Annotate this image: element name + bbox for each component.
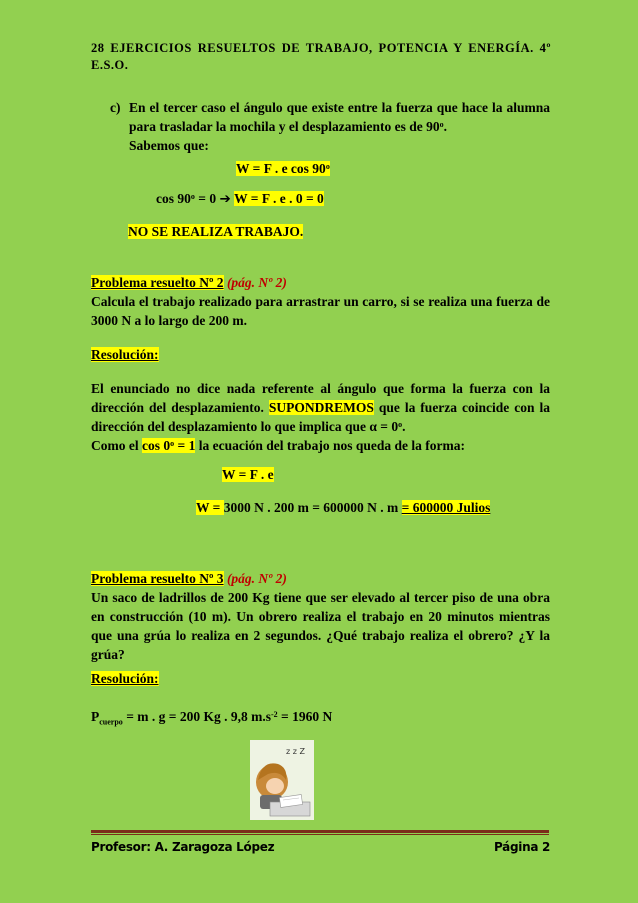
sleeping-student-illustration [250,740,314,820]
part-c-end: . [443,119,447,134]
part-c-degree: o [439,120,444,129]
formula-text: = 0 [194,191,220,206]
problem-2-statement: Calcula el trabajo realizado para arrastrar un carro, si se realiza una fuerza de 3000 N a lo largo de 200 m. [91,294,550,328]
paragraph-text: Como el [91,438,142,453]
formula-text: 3000 N . 200 m = 600000 N . m [223,500,402,515]
formula-text: cos 90 [156,191,191,206]
formula-text: W = F . e cos 90 [236,161,326,176]
formula-w-fe [222,465,274,484]
formula-sub: cuerpo [99,717,123,727]
problem-2-title: Problema resuelto Nº 2 [91,275,224,290]
problem-3-heading [91,569,287,588]
footer-rule [91,830,549,833]
highlight-text: = 1 [174,438,196,453]
document-header: 28 EJERCICIOS RESUELTOS DE TRABAJO, POTENCIA Y ENERGÍA. 4º E.S.O. [91,41,551,72]
formula-result: = 600000 Julios [401,500,491,515]
highlight-sup: o [170,439,175,448]
problem-2-paragraph [91,379,550,455]
arrow-icon: ➔ [219,191,231,207]
part-c-body: En el tercer caso el ángulo que existe entre la fuerza que hace la alumna para trasladar la mochila y el desplazamiento es de 90 [129,100,550,134]
formula-text: W = F . e [222,467,274,482]
problem-3-resolution-label [91,669,159,688]
formula-sup: o [325,162,330,171]
conclusion-no-work [128,222,303,241]
paragraph-sup: o [398,420,403,429]
problem-2-heading [91,273,287,292]
formula-sup: o [190,192,195,201]
footer-author: Profesor: A. Zaragoza López [91,840,275,854]
resolution-label-text: Resolución: [91,671,159,686]
formula-weight [91,707,332,732]
formula-text: P [91,709,100,724]
problem-3-title: Problema resuelto Nº 3 [91,571,224,586]
formula-w-result [196,498,490,517]
formula-cos90-zero [156,189,324,209]
conclusion-text: NO SE REALIZA TRABAJO. [128,224,304,239]
formula-work-zero: W = F . e . 0 = 0 [234,191,324,206]
part-c-text [129,98,550,136]
problem-3-ref: (pág. Nº 2) [223,571,287,586]
paragraph-text: El enunciado no dice nada referente al ángulo que forma la fuerza con la dirección del desplazamiento. [91,381,550,415]
paragraph-highlight: SUPONDREMOS [268,400,374,415]
problem-2-ref: (pág. Nº 2) [223,275,287,290]
highlight-text: cos 0 [142,438,171,453]
footer-page-number: Página 2 [494,840,551,854]
formula-work-cos90 [236,159,330,178]
problem-3-statement: Un saco de ladrillos de 200 Kg tiene que ser elevado al tercer piso de una obra en construcción (10 m). Un obrero realiza el trabajo en 20 minutos mientras que una grúa lo realiza en 2 segundos. ¿Qué trabajo realiza el obrero? ¿Y la grúa? [91,590,550,662]
formula-text: = 1960 N [277,709,333,724]
zzz-label: z z Z [286,747,305,756]
part-c-label: c) [110,100,121,115]
formula-text: = m . g = 200 Kg . 9,8 m.s [122,709,271,724]
part-c-known: Sabemos que: [129,138,209,153]
paragraph-text: que la fuerza coincide con la dirección del desplazamiento lo que implica que α = 0 [91,400,550,434]
resolution-label-text: Resolución: [91,347,159,362]
paragraph-text: . [402,419,406,434]
paragraph-text: la ecuación del trabajo nos queda de la forma: [195,438,465,453]
problem-2-resolution-label [91,345,159,364]
formula-work-cos90-box [236,161,330,176]
formula-sup: -2 [270,710,278,719]
footer-rule-thin [91,834,549,835]
formula-text: W = [196,500,224,515]
cos0-highlight [142,438,195,453]
